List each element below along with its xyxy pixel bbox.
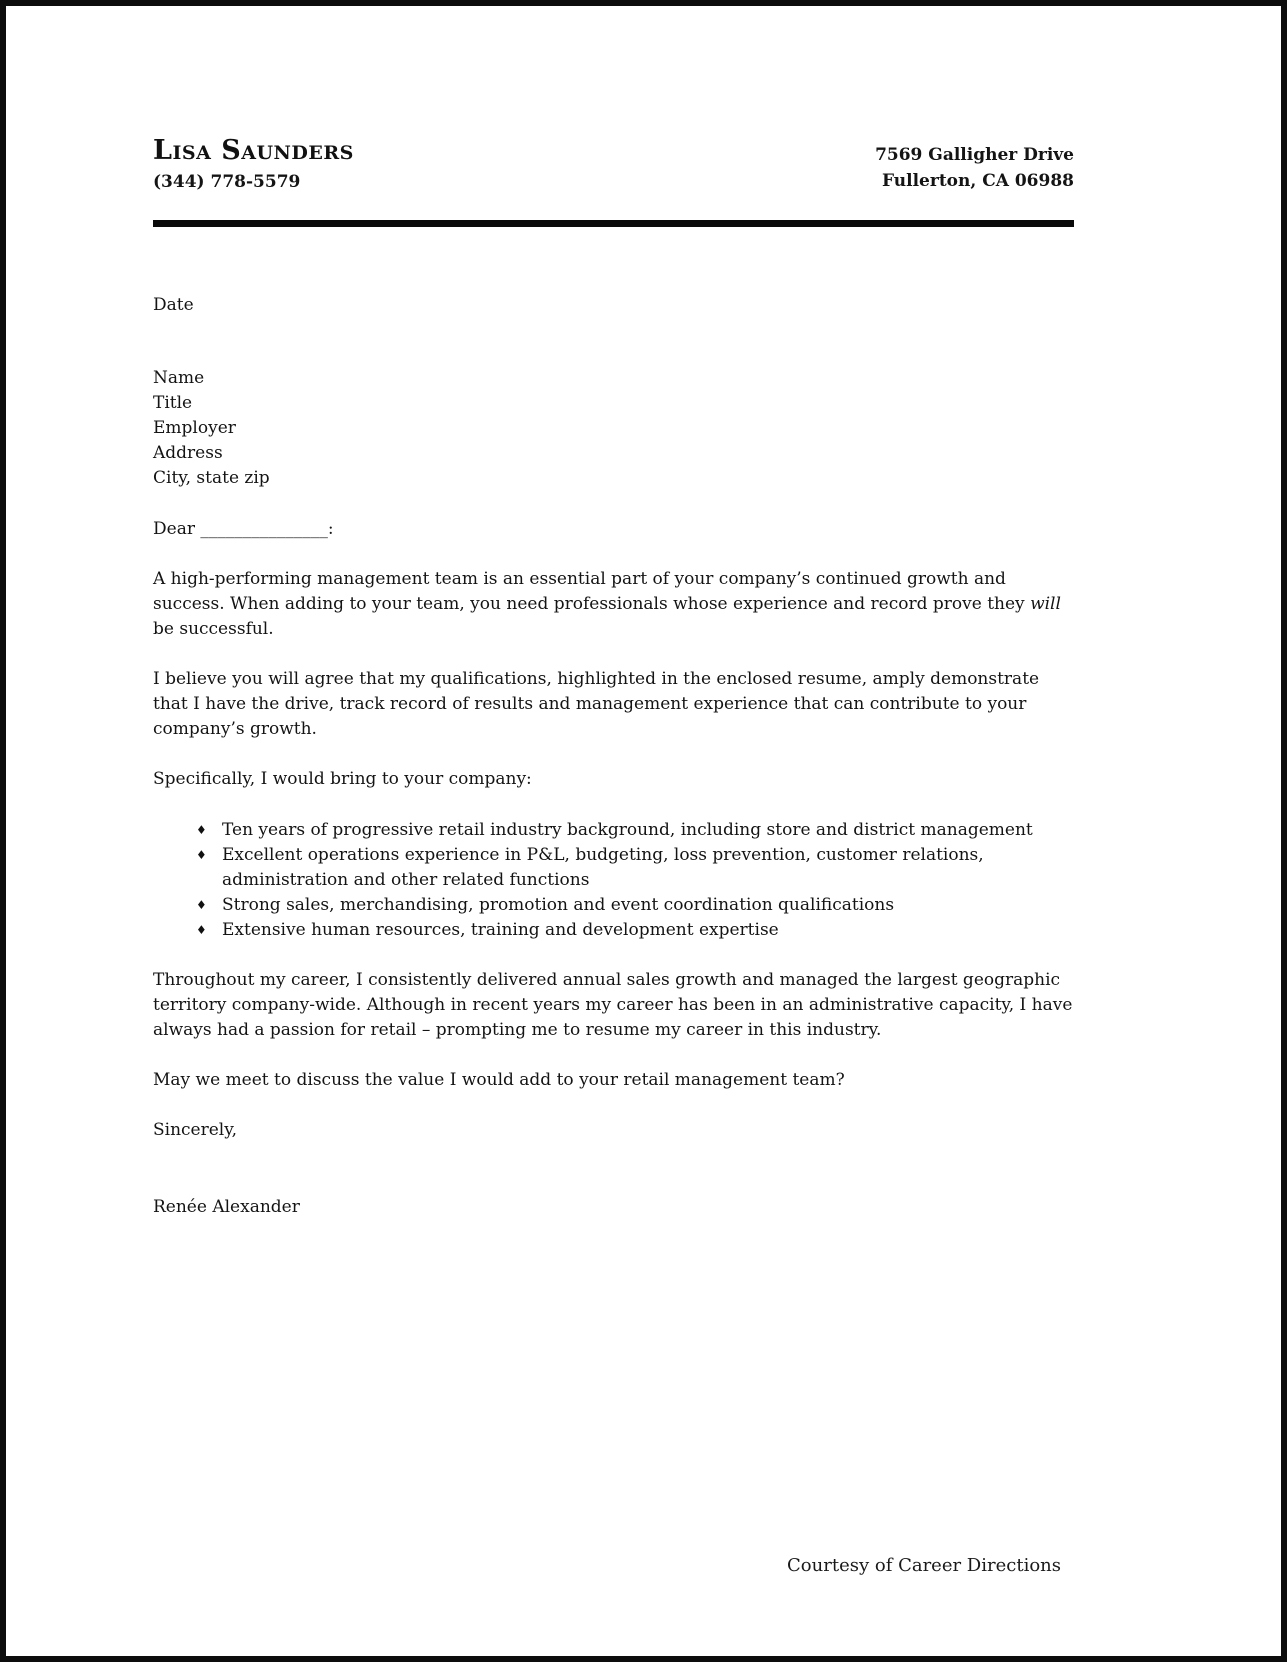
list-item: [153, 893, 1074, 918]
diamond-bullet-icon: ♦: [196, 848, 207, 862]
date-placeholder: Date: [153, 295, 194, 315]
sender-address-line2: Fullerton, CA 06988: [882, 171, 1074, 191]
recipient-city-placeholder: City, state zip: [153, 468, 270, 488]
paragraph-career-summary: Throughout my career, I consistently delivered annual sales growth and managed the largest geographic territory company-wide. Although in recent years my career has been in an administrative capacity, I have always had a passion for retail – prompting me to resume my career in this industry.: [153, 970, 1073, 1040]
letterhead: [153, 136, 1074, 194]
paragraph-lead-in: Specifically, I would bring to your company:: [153, 769, 532, 789]
letter-body: [153, 293, 1074, 1220]
sender-address-block: [875, 136, 1074, 194]
closing-line: Sincerely,: [153, 1120, 237, 1140]
paragraph-call-to-action: May we meet to discuss the value I would add to your retail management team?: [153, 1070, 845, 1090]
paragraph-intro-emphasis: will: [1030, 594, 1061, 614]
footer-credit: Courtesy of Career Directions: [787, 1555, 1061, 1576]
signature-name: Renée Alexander: [153, 1197, 300, 1217]
qualifications-list: [153, 818, 1074, 943]
paragraph-intro: [153, 567, 1074, 642]
diamond-bullet-icon: ♦: [196, 923, 207, 937]
header-divider-rule: [153, 220, 1074, 227]
list-item: [153, 818, 1074, 843]
recipient-employer-placeholder: Employer: [153, 418, 236, 438]
sender-block: [153, 136, 354, 194]
list-item: [153, 843, 1074, 893]
sender-name: Lisa Saunders: [153, 135, 354, 166]
sender-phone: (344) 778-5579: [153, 172, 301, 192]
list-item-text: Ten years of progressive retail industry background, including store and district management: [222, 820, 1033, 840]
list-item-text: Extensive human resources, training and development expertise: [222, 920, 779, 940]
recipient-title-placeholder: Title: [153, 393, 193, 413]
list-item-text: Strong sales, merchandising, promotion and event coordination qualifications: [222, 895, 895, 915]
list-item-text: Excellent operations experience in P&L, budgeting, loss prevention, customer relations, administration and other related functions: [222, 845, 984, 890]
recipient-block: [153, 366, 1074, 491]
paragraph-intro-end: be successful.: [153, 619, 274, 639]
paragraph-qualifications: I believe you will agree that my qualifications, highlighted in the enclosed resume, amply demonstrate that I have the drive, track record of results and management experience that can contribute to your company’s growth.: [153, 669, 1040, 739]
paragraph-intro-text: A high-performing management team is an essential part of your company’s continued growth and success. When adding to your team, you need professionals whose experience and record prove they: [153, 569, 1031, 614]
letter-content: [153, 6, 1074, 1220]
recipient-name-placeholder: Name: [153, 368, 205, 388]
diamond-bullet-icon: ♦: [196, 898, 207, 912]
sender-address-line1: 7569 Galligher Drive: [875, 145, 1074, 165]
list-item: [153, 918, 1074, 943]
salutation-line: Dear _______________:: [153, 519, 334, 539]
recipient-address-placeholder: Address: [153, 443, 223, 463]
diamond-bullet-icon: ♦: [196, 823, 207, 837]
